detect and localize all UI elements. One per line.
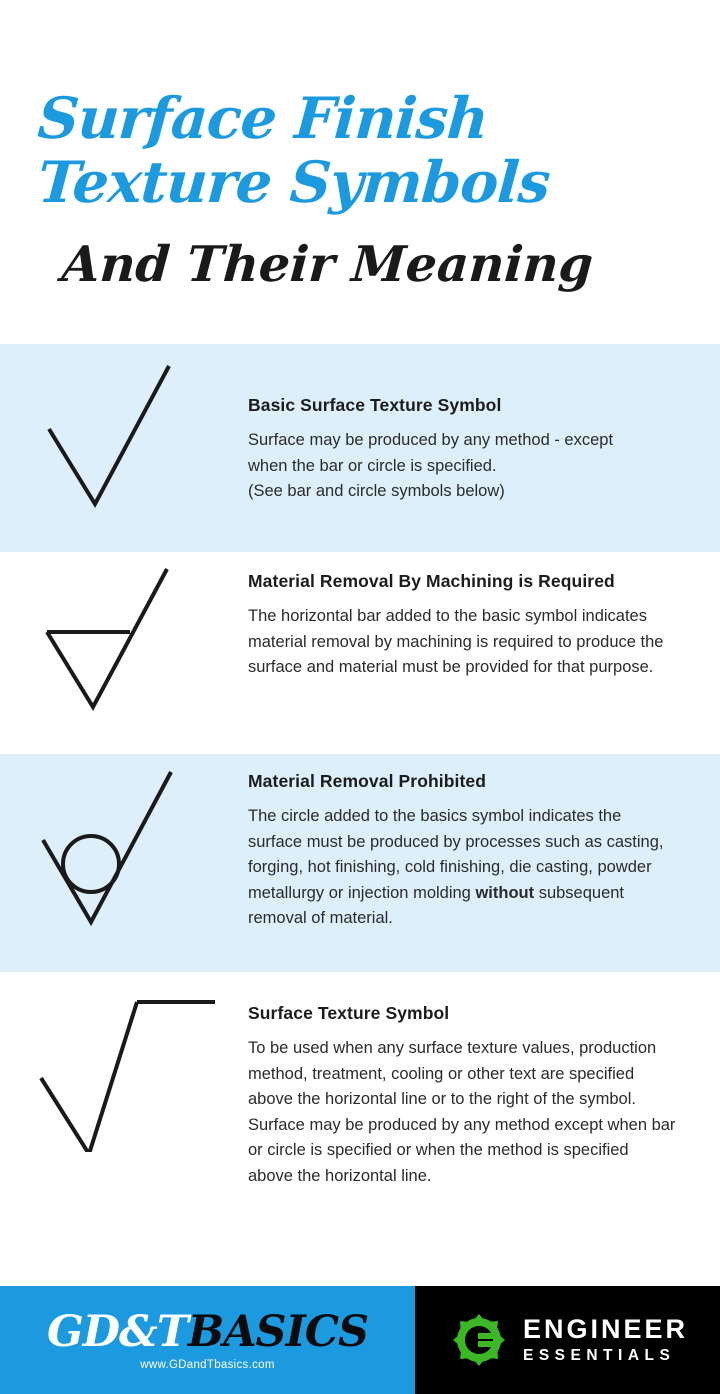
brand-logo xyxy=(47,1306,368,1357)
brand-logo-main: GD&T xyxy=(47,1306,188,1357)
page-footer xyxy=(0,1286,720,1394)
row-desc-surface-texture: To be used when any surface texture values, production method, treatment, cooling or other text are specified above the horizontal line or to the right of the symbol. Surface may be produced by any method except when bar or circle is specified or when the method is specified above the horizontal line. xyxy=(248,1039,676,1185)
partner-name-line-2: ESSENTIALS xyxy=(523,1347,676,1365)
row-desc-basic-line-1: Surface may be produced by any method - except xyxy=(248,431,614,449)
row-desc-prohibited-emphasis: without xyxy=(475,883,535,902)
row-desc-basic-line-3: (See bar and circle symbols below) xyxy=(248,482,505,500)
partner-name xyxy=(523,1316,688,1364)
brand-url[interactable]: www.GDandTbasics.com xyxy=(140,1358,275,1371)
row-title-basic: Basic Surface Texture Symbol xyxy=(248,395,502,415)
page-title-line-2: Texture Symbols xyxy=(35,149,552,216)
basic-surface-texture-check-symbol xyxy=(29,344,219,529)
gear-icon xyxy=(451,1312,507,1368)
footer-brand-block xyxy=(0,1286,415,1394)
symbol-cell-basic xyxy=(0,344,248,529)
symbol-cell-surface-texture xyxy=(0,972,248,1152)
row-title-removal-prohibited: Material Removal Prohibited xyxy=(248,771,487,791)
brand-logo-secondary: BASICS xyxy=(187,1306,368,1357)
row-desc-removal-required: The horizontal bar added to the basic symbol indicates material removal by machining is required to produce the surface and material must be provided for that purpose. xyxy=(248,607,664,676)
text-cell-surface-texture xyxy=(248,972,720,1189)
symbol-rows xyxy=(0,344,720,1220)
row-desc-removal-prohibited xyxy=(248,804,676,932)
material-removal-prohibited-symbol xyxy=(29,754,219,950)
page-subtitle: And Their Meaning xyxy=(59,235,596,293)
text-cell-basic xyxy=(248,344,720,505)
partner-name-line-1: ENGINEER xyxy=(523,1314,689,1345)
row-title-removal-required: Material Removal By Machining is Required xyxy=(248,571,615,591)
row-desc-basic-line-2: when the bar or circle is specified. xyxy=(248,456,497,475)
row-desc-basic xyxy=(248,428,676,505)
surface-texture-extended-symbol xyxy=(29,972,219,1152)
row-material-removal-required xyxy=(0,552,720,754)
row-surface-texture-symbol xyxy=(0,972,720,1220)
text-cell-removal-prohibited xyxy=(248,754,720,932)
text-cell-removal-required xyxy=(248,552,720,681)
symbol-cell-removal-prohibited xyxy=(0,754,248,950)
row-material-removal-prohibited xyxy=(0,754,720,972)
page-header xyxy=(0,0,720,292)
footer-partner-block xyxy=(415,1286,720,1394)
row-desc-prohibited-part-1: The circle added to the basics symbol indicates the surface must be produced by processes such as casting, forging, hot finishing, cold finishing, die casting, powder metallurgy or injection molding xyxy=(248,807,664,902)
row-title-surface-texture: Surface Texture Symbol xyxy=(248,1003,450,1023)
row-desc-prohibited-part-2: subsequent removal of material. xyxy=(248,883,625,927)
symbol-cell-removal-required xyxy=(0,552,248,732)
page-title-line-1: Surface Finish xyxy=(35,85,491,152)
material-removal-required-symbol xyxy=(29,552,219,732)
row-basic-surface-texture xyxy=(0,344,720,552)
